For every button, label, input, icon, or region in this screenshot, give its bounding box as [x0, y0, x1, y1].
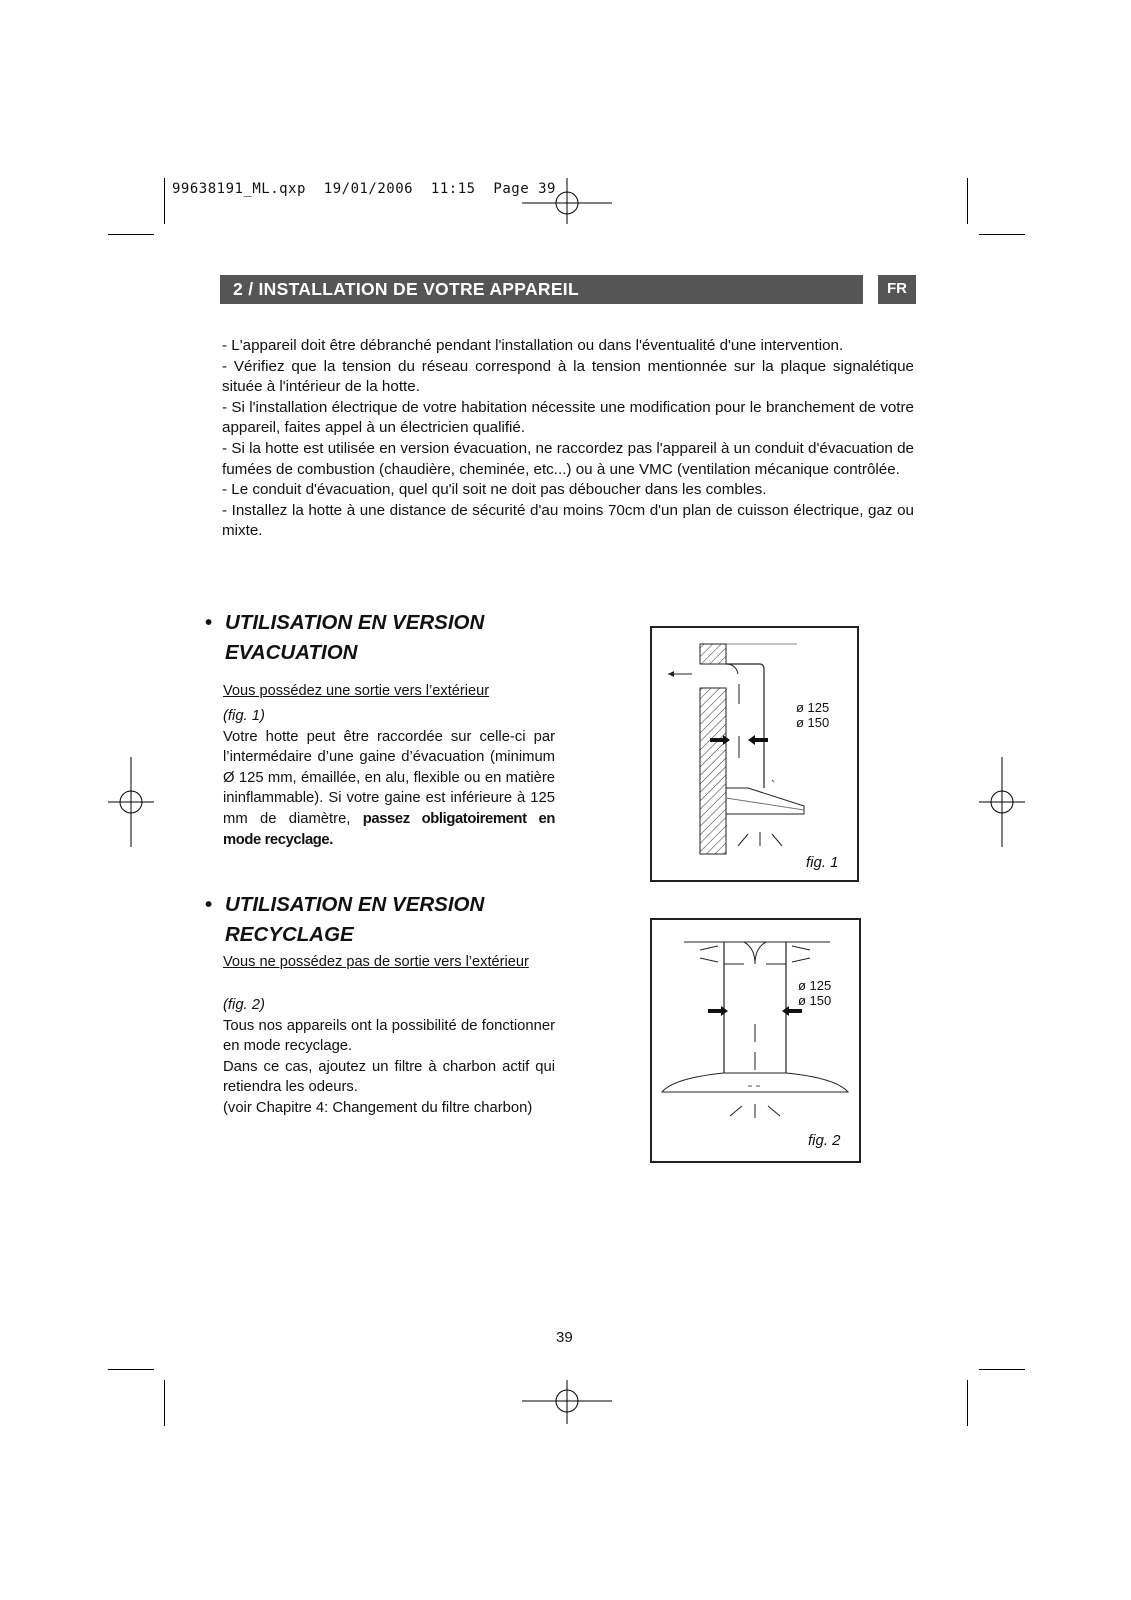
section-evacuation-subtitle: Vous possédez une sortie vers l’extérieur: [223, 683, 490, 699]
section-evacuation-body: [223, 706, 555, 850]
recyclage-diagram: [652, 920, 863, 1165]
section-recyclage-title: [205, 890, 484, 950]
section-header: 2 / INSTALLATION DE VOTRE APPAREIL: [220, 275, 863, 304]
section-recyclage-subtitle: Vous ne possédez pas de sortie vers l’extérieur: [223, 954, 529, 970]
paragraph-text: Votre hotte peut être raccordée sur celle-ci par l’intermédaire d’une gaine d’évacuation (minimum Ø 125 mm, émaillée, en alu, flexible ou en matière ininflammable). Si votre gaine est inférieure à 125 mm de diamètre,: [223, 728, 555, 827]
bullet: •: [205, 893, 213, 916]
emphasis-text: passez obligatoirement en mode recyclage.: [223, 810, 555, 848]
language-badge: FR: [878, 275, 916, 304]
printer-slug: 99638191_ML.qxp 19/01/2006 11:15 Page 39: [172, 181, 556, 197]
diameter-150-label: ø 150: [796, 715, 830, 730]
section-evacuation-title: [205, 608, 484, 668]
paragraph: Tous nos appareils ont la possibilité de fonctionner en mode recyclage.: [223, 1017, 555, 1055]
intro-item: - Installez la hotte à une distance de sécurité d'au moins 70cm d'un plan de cuisson électrique, gaz ou mixte.: [222, 501, 914, 540]
title-line: UTILISATION EN VERSION: [225, 893, 485, 916]
diameter-labels: [796, 700, 829, 730]
paragraph: [223, 727, 555, 851]
intro-item: - Vérifiez que la tension du réseau correspond à la tension mentionnée sur la plaque signalétique située à l'intérieur de la hotte.: [222, 357, 914, 396]
intro-list: [222, 336, 914, 542]
figure-caption: fig. 1: [806, 854, 839, 871]
title-line: UTILISATION EN VERSION: [225, 611, 485, 634]
page-number: 39: [556, 1329, 573, 1346]
intro-item: - Le conduit d'évacuation, quel qu'il soit ne doit pas déboucher dans les combles.: [222, 481, 767, 499]
intro-item: - Si l'installation électrique de votre habitation nécessite une modification pour le branchement de votre appareil, faites appel à un électricien qualifié.: [222, 398, 914, 437]
diameter-125-label: ø 125: [796, 700, 830, 715]
figure-1: [650, 626, 859, 882]
paragraph: (voir Chapitre 4: Changement du filtre charbon): [223, 1099, 533, 1116]
evacuation-diagram: [652, 628, 861, 884]
figure-2: [650, 918, 861, 1163]
intro-item: - L'appareil doit être débranché pendant l'installation ou dans l'éventualité d'une intervention.: [222, 337, 844, 354]
bullet: •: [205, 611, 213, 634]
title-line: EVACUATION: [225, 641, 358, 664]
paragraph: Dans ce cas, ajoutez un filtre à charbon actif qui retiendra les odeurs.: [223, 1058, 555, 1096]
diameter-labels: [798, 978, 831, 1008]
figure-reference: (fig. 1): [223, 708, 265, 724]
figure-reference: (fig. 2): [223, 997, 265, 1013]
intro-item: - Si la hotte est utilisée en version évacuation, ne raccordez pas l'appareil à un conduit d'évacuation de fumées de combustion (chaudière, cheminée, etc...) ou à une VMC (ventilation mécanique contrôlée.: [222, 439, 914, 478]
diameter-125-label: ø 125: [798, 978, 832, 993]
title-line: RECYCLAGE: [225, 923, 354, 946]
diameter-150-label: ø 150: [798, 993, 832, 1008]
figure-caption: fig. 2: [808, 1132, 841, 1149]
section-recyclage-body: [223, 995, 555, 1119]
